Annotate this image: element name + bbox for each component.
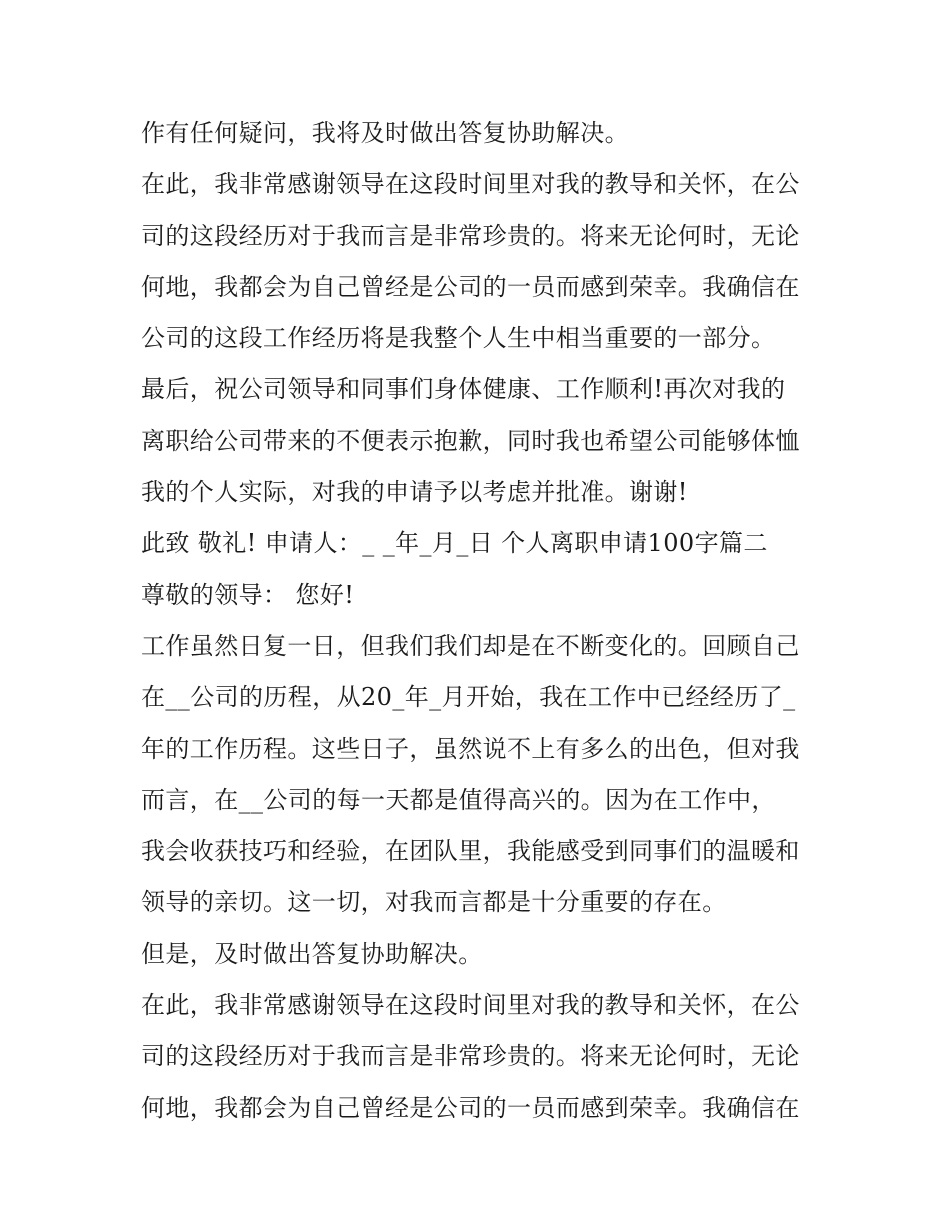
text-line: 何地，我都会为自己曾经是公司的一员而感到荣幸。我确信在 <box>141 1093 800 1122</box>
text-line: 此致 敬礼! 申请人：_ _年_月_日 个人离职申请100字篇二 <box>141 529 768 558</box>
text-line: 离职给公司带来的不便表示抱歉，同时我也希望公司能够体恤 <box>141 426 800 455</box>
document-body <box>141 108 821 1134</box>
text-line: 我的个人实际，对我的申请予以考虑并批准。谢谢! <box>141 478 688 507</box>
text-line: 工作虽然日复一日，但我们我们却是在不断变化的。回顾自己 <box>141 631 800 660</box>
text-line: 但是，及时做出答复协助解决。 <box>141 939 483 968</box>
text-line: 尊敬的领导： 您好! <box>141 580 355 609</box>
text-line: 作有任何疑问，我将及时做出答复协助解决。 <box>141 119 629 147</box>
text-line: 我会收获技巧和经验，在团队里，我能感受到同事们的温暖和 <box>141 837 800 866</box>
text-line: 何地，我都会为自己曾经是公司的一员而感到荣幸。我确信在 <box>141 272 800 301</box>
text-line: 而言，在__公司的每一天都是值得高兴的。因为在工作中， <box>141 785 776 814</box>
text-line: 最后，祝公司领导和同事们身体健康、工作顺利!再次对我的 <box>141 375 786 404</box>
text-line: 在此，我非常感谢领导在这段时间里对我的教导和关怀，在公 <box>141 991 800 1020</box>
text-line: 司的这段经历对于我而言是非常珍贵的。将来无论何时，无论 <box>141 1042 800 1071</box>
text-line: 在__公司的历程，从20_年_月开始，我在工作中已经经历了_ <box>141 683 796 712</box>
text-line: 在此，我非常感谢领导在这段时间里对我的教导和关怀，在公 <box>141 170 800 199</box>
text-line: 年的工作历程。这些日子，虽然说不上有多么的出色，但对我 <box>141 734 800 763</box>
text-line: 公司的这段工作经历将是我整个人生中相当重要的一部分。 <box>141 324 776 353</box>
text-line: 领导的亲切。这一切，对我而言都是十分重要的存在。 <box>141 888 727 917</box>
text-line: 司的这段经历对于我而言是非常珍贵的。将来无论何时，无论 <box>141 221 800 250</box>
